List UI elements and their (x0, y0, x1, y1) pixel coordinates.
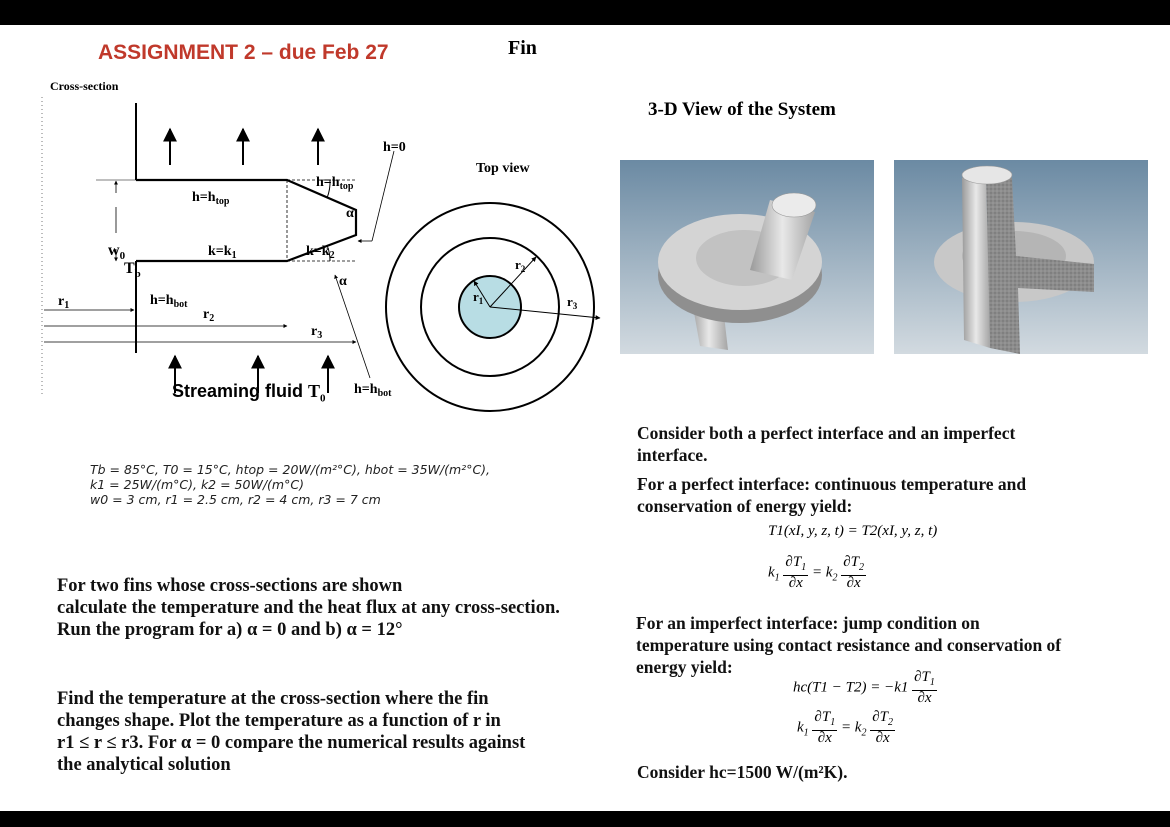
h-zero-label: h=0 (383, 140, 406, 155)
imperfect-interface-text (636, 612, 1061, 678)
streaming-fluid-text: Streaming fluid (172, 381, 304, 401)
param-line-2: k1 = 25W/(m°C), k2 = 50W/(m°C) (90, 477, 304, 492)
top-view-r1-label: $r_1$ (473, 289, 484, 306)
h-zero-leader (372, 151, 394, 241)
k1-label: $k=k_1$ (208, 244, 237, 261)
equation-perfect-continuity: T1(xI, y, z, t) = T2(xI, y, z, t) (768, 523, 938, 539)
k2-label: $k=k_2$ (306, 244, 335, 261)
h-bot-leader (335, 275, 370, 378)
contact-coefficient: Consider hc=1500 W/(m²K). (637, 762, 848, 782)
task-2-line-1: Find the temperature at the cross-section where the fin (57, 689, 489, 709)
cross-section-label: Cross-section (50, 79, 119, 93)
h-top-label: $h=h_{top}$ (192, 190, 230, 207)
task-2-line-4: the analytical solution (57, 755, 231, 775)
streaming-fluid-label (172, 381, 326, 405)
fin-heading: Fin (508, 37, 537, 59)
task-1 (57, 575, 560, 641)
task-2 (57, 688, 525, 776)
perfect-line-1: For a perfect interface: continuous temperature and (637, 474, 1027, 494)
r2-label: $r_2$ (203, 307, 215, 324)
alpha-top-label: α (346, 206, 354, 221)
task-1-line-2: calculate the temperature and the heat flux at any cross-section. (57, 598, 560, 618)
top-view-r3-label: $r_3$ (567, 294, 578, 311)
task-2-line-3: r1 ≤ r ≤ r3. For α = 0 compare the numerical results against (57, 733, 526, 753)
view-3d-title: 3-D View of the System (648, 99, 836, 120)
perfect-interface-text (637, 473, 1026, 517)
equation-imperfect-jump-text: hc(T1 − T2) = −k1 (793, 679, 909, 696)
imperfect-line-3: energy yield: (636, 657, 733, 677)
equation-imperfect-jump: hc(T1 − T2) = −k1 $\frac{\partial T_1}{\partial x}$ (793, 669, 935, 706)
top-view-label: Top view (476, 161, 530, 176)
slide (0, 25, 1170, 811)
task-1-line-1: For two fins whose cross-sections are shown (57, 576, 403, 596)
assignment-title: ASSIGNMENT 2 – due Feb 27 (98, 41, 389, 64)
consider-interfaces (637, 422, 1015, 466)
perfect-line-2: conservation of energy yield: (637, 496, 853, 516)
task-1-line-3: Run the program for a) α = 0 and b) α = 12° (57, 620, 403, 640)
r1-label: $r_1$ (58, 294, 70, 311)
consider-line-2: interface. (637, 445, 708, 465)
top-view-r2-label: $r_2$ (515, 257, 526, 274)
r3-label: $r_3$ (311, 324, 323, 341)
consider-line-1: Consider both a perfect interface and an imperfect (637, 423, 1016, 443)
h-bot-label: $h=h_{bot}$ (150, 293, 188, 310)
equation-imperfect-flux: $k_1$ $\frac{\partial T_1}{\partial x}$ = $k_2$ $\frac{\partial T_2}{\partial x}$ (797, 709, 893, 746)
alpha-bottom-label: α (339, 274, 347, 289)
task-2-line-2: changes shape. Plot the temperature as a function of r in (57, 711, 501, 731)
streaming-t0: $T_0$ (308, 381, 326, 405)
parameter-list (90, 462, 490, 507)
equation-perfect-flux: $k_1$ $\frac{\partial T_1}{\partial x}$ = $k_2$ $\frac{\partial T_2}{\partial x}$ (768, 554, 864, 591)
h-top-label-2: $h=h_{top}$ (316, 175, 354, 192)
w0-label: $w_0$ (108, 242, 126, 262)
param-line-3: w0 = 3 cm, r1 = 2.5 cm, r2 = 4 cm, r3 = 7 cm (90, 492, 381, 507)
tb-label: $T_b$ (124, 260, 141, 280)
fin-3d-cutaway-render (894, 160, 1148, 354)
imperfect-line-2: temperature using contact resistance and conservation of (636, 635, 1062, 655)
fin-3d-render (620, 160, 874, 354)
imperfect-line-1: For an imperfect interface: jump condition on (636, 613, 980, 633)
h-bot-label-2: $h=h_{bot}$ (354, 382, 392, 399)
param-line-1: Tb = 85°C, T0 = 15°C, htop = 20W/(m²°C), hbot = 35W/(m²°C), (90, 462, 491, 477)
fin-diagram (0, 85, 620, 415)
